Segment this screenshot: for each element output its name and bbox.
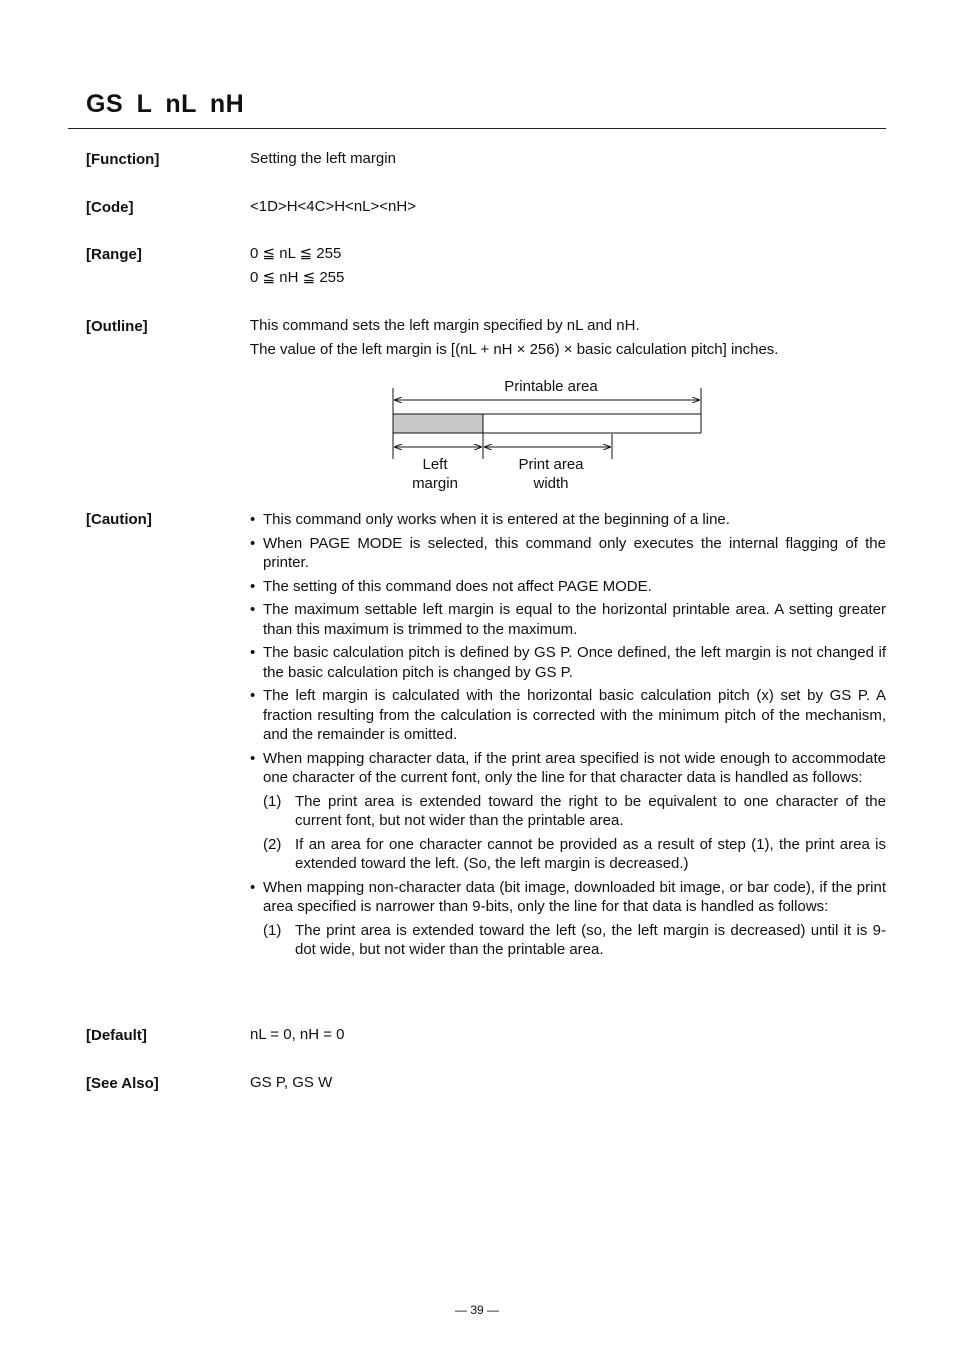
print-width-label-line1: Print area bbox=[518, 456, 584, 473]
title-rule bbox=[68, 128, 886, 129]
caution-item bbox=[250, 510, 886, 530]
range-line: 0 ≦ nL ≦ 255 bbox=[250, 245, 342, 262]
print-width-label-line2: width bbox=[533, 475, 569, 492]
outline-line: The value of the left margin is [(nL + nH × 256) × basic calculation pitch] inches. bbox=[250, 341, 779, 358]
left-margin-label-line2: margin bbox=[412, 475, 458, 492]
caution-sub-item bbox=[263, 835, 886, 874]
caution-item-text: The left margin is calculated with the horizontal basic calculation pitch (x) set by GS P. A fraction resulting from the calculation is corrected with the minimum pitch of the mechanism, and the remainder is omitted. bbox=[263, 687, 886, 743]
page-number: — 39 — bbox=[454, 1303, 499, 1317]
caution-sub-item bbox=[263, 792, 886, 831]
caution-item-text: This command only works when it is entered at the beginning of a line. bbox=[263, 511, 730, 528]
caution-item bbox=[250, 878, 886, 960]
caution-item-text: The basic calculation pitch is defined by GS P. Once defined, the left margin is not changed if the basic calculation pitch is changed by GS P. bbox=[263, 644, 886, 681]
see-also-label: [See Also] bbox=[86, 1075, 159, 1092]
caution-item-text: The maximum settable left margin is equal to the horizontal printable area. A setting greater than this maximum is trimmed to the maximum. bbox=[263, 601, 886, 638]
function-label: [Function] bbox=[86, 151, 160, 168]
outline-label: [Outline] bbox=[86, 318, 148, 335]
caution-item-text: When mapping character data, if the print area specified is not wide enough to accommodate one character of the current font, only the line for that character data is handled as follows: bbox=[263, 749, 886, 786]
caution-sub-number: (2) bbox=[263, 835, 282, 853]
left-margin-label-line1: Left bbox=[422, 456, 448, 473]
function-value: Setting the left margin bbox=[250, 150, 396, 167]
caution-item bbox=[250, 686, 886, 745]
caution-sub-text: If an area for one character cannot be provided as a result of step (1), the print area is extended toward the left. (So, the left margin is decreased.) bbox=[295, 835, 886, 872]
range-value bbox=[250, 242, 344, 290]
outline-line: This command sets the left margin specified by nL and nH. bbox=[250, 317, 640, 334]
print-area-box bbox=[483, 414, 701, 433]
caution-sub-text: The print area is extended toward the left (so, the left margin is decreased) until it is 9-dot wide, but not wider than the printable area. bbox=[295, 921, 886, 958]
left-margin-diagram bbox=[385, 372, 715, 497]
range-line: 0 ≦ nH ≦ 255 bbox=[250, 269, 345, 286]
caution-item bbox=[250, 534, 886, 573]
left-margin-box bbox=[393, 414, 483, 433]
caution-sub-number: (1) bbox=[263, 921, 282, 939]
caution-label: [Caution] bbox=[86, 511, 152, 528]
default-value: nL = 0, nH = 0 bbox=[250, 1026, 345, 1043]
code-label: [Code] bbox=[86, 199, 134, 216]
range-label: [Range] bbox=[86, 246, 142, 263]
page-title: GS L nL nH bbox=[86, 90, 245, 118]
caution-sub-list bbox=[263, 921, 886, 960]
caution-sub-list bbox=[263, 792, 886, 874]
default-label: [Default] bbox=[86, 1027, 147, 1044]
caution-item bbox=[250, 643, 886, 682]
outline-value bbox=[250, 314, 778, 362]
printable-area-label: Printable area bbox=[504, 378, 598, 395]
code-value: <1D>H<4C>H<nL><nH> bbox=[250, 198, 416, 215]
caution-item-text: When PAGE MODE is selected, this command only executes the internal flagging of the printer. bbox=[263, 534, 886, 571]
caution-sub-text: The print area is extended toward the right to be equivalent to one character of the current font, but not wider than the printable area. bbox=[295, 792, 886, 829]
caution-item bbox=[250, 577, 886, 597]
caution-sub-item bbox=[263, 921, 886, 960]
caution-item bbox=[250, 749, 886, 874]
caution-item-text: The setting of this command does not affect PAGE MODE. bbox=[263, 577, 652, 595]
caution-item bbox=[250, 600, 886, 639]
caution-item-text: When mapping non-character data (bit image, downloaded bit image, or bar code), if the print area specified is narrower than 9-bits, only the line for that data is handled as follows: bbox=[263, 878, 886, 915]
caution-sub-number: (1) bbox=[263, 792, 282, 810]
caution-list bbox=[250, 510, 886, 964]
see-also-value: GS P, GS W bbox=[250, 1074, 333, 1091]
